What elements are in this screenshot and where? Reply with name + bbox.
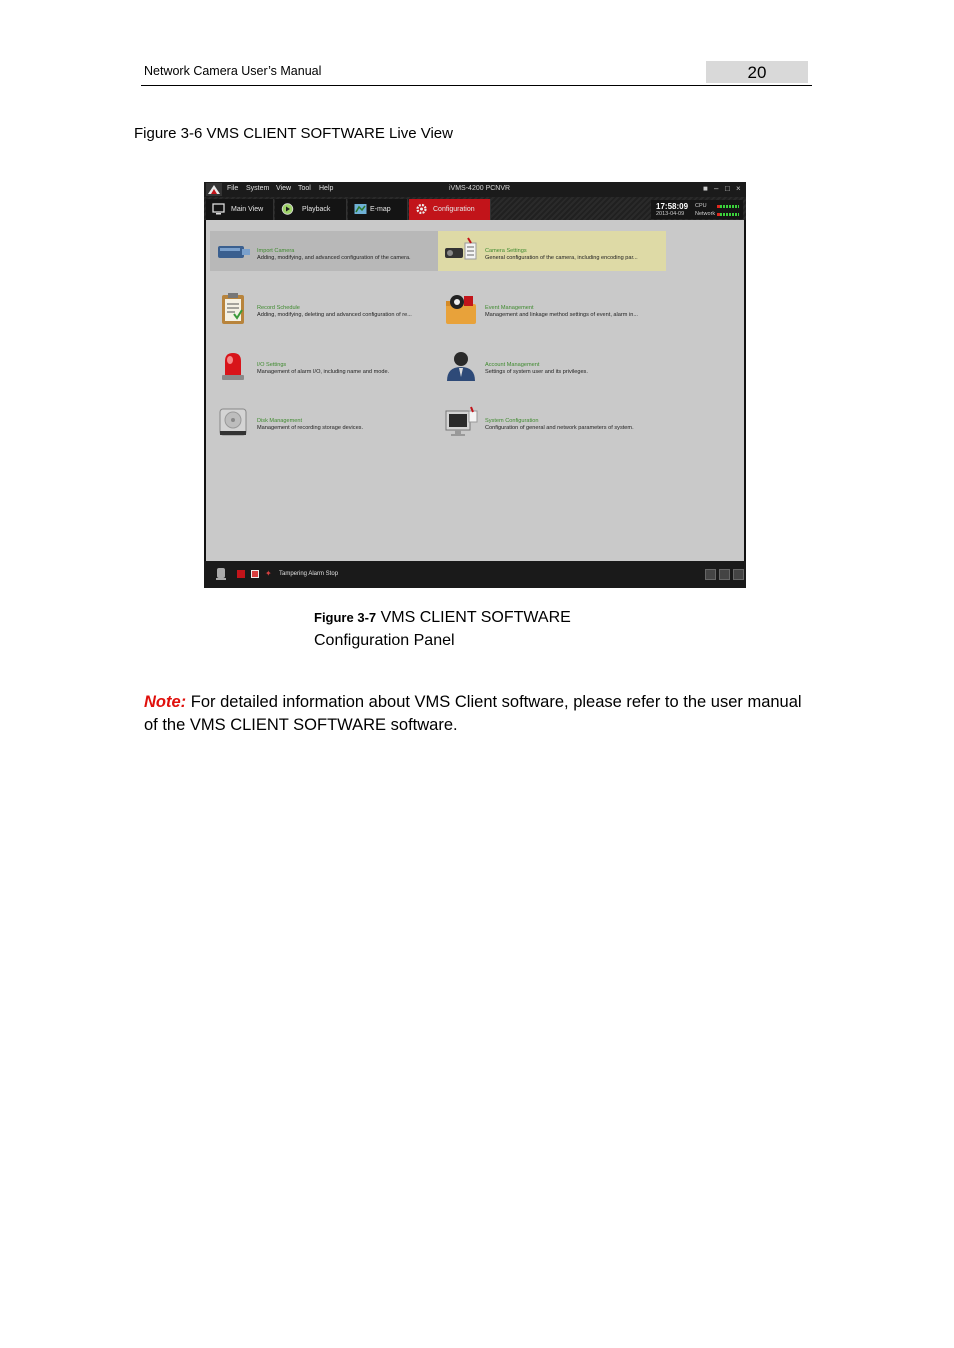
network-meter — [717, 213, 739, 216]
alarm-icon[interactable] — [237, 570, 245, 578]
caption-label: Figure 3-7 — [314, 610, 377, 625]
tab-main-view[interactable]: Main View — [206, 199, 274, 220]
menu-system[interactable]: System — [246, 185, 270, 192]
config-item-system-configuration[interactable] — [438, 401, 666, 441]
collapse-icon[interactable] — [733, 569, 744, 580]
item-title: Event Management — [485, 305, 534, 311]
config-item-account-management[interactable] — [438, 345, 666, 385]
monitor-icon — [212, 203, 225, 215]
cpu-label: CPU — [695, 203, 707, 209]
item-title: Record Schedule — [257, 305, 300, 311]
pin-icon[interactable] — [705, 569, 716, 580]
close-icon[interactable]: × — [736, 184, 741, 193]
window-titlebar — [204, 182, 746, 197]
vms-client-screenshot — [204, 182, 746, 588]
item-description: Management of recording storage devices. — [257, 425, 364, 431]
note-text: For detailed information about VMS Client software, please refer to the user manual of the VMS CLIENT SOFTWARE software. — [144, 693, 802, 734]
menu-file[interactable]: File — [227, 185, 239, 192]
maximize-icon[interactable]: □ — [725, 184, 730, 193]
map-icon — [354, 203, 367, 215]
figure-3-7-caption — [314, 606, 571, 652]
caption-text: VMS CLIENT SOFTWARE — [376, 609, 571, 626]
config-item-camera-settings[interactable] — [438, 231, 666, 271]
clock-panel — [651, 200, 743, 219]
config-item-io-settings[interactable] — [210, 345, 438, 385]
alert-icon: ✦ — [265, 569, 272, 578]
config-item-import-camera[interactable] — [210, 231, 438, 271]
item-title: System Configuration — [485, 418, 539, 424]
config-item-disk-management[interactable] — [210, 401, 438, 441]
status-message: Tampering Alarm Stop — [279, 571, 339, 577]
note-label: Note: — [144, 693, 187, 711]
lock-icon[interactable]: ■ — [703, 184, 708, 193]
page-number: 20 — [706, 61, 808, 83]
user-icon — [444, 349, 478, 383]
computer-icon — [444, 405, 478, 439]
disk-icon — [216, 405, 250, 439]
event-folder-icon — [444, 292, 478, 326]
item-title: I/O Settings — [257, 362, 287, 368]
menu-help[interactable]: Help — [319, 185, 334, 192]
item-description: Adding, modifying, deleting and advanced configuration of re... — [257, 312, 412, 318]
item-description: Management and linkage method settings of event, alarm in... — [485, 312, 638, 318]
item-title: Camera Settings — [485, 248, 527, 254]
status-bar — [204, 561, 746, 588]
clipboard-icon — [216, 292, 250, 326]
cpu-meter — [717, 205, 739, 208]
alarm-light-icon — [216, 349, 250, 383]
item-title: Disk Management — [257, 418, 303, 424]
item-title: Account Management — [485, 362, 540, 368]
playback-icon — [281, 203, 294, 215]
minimize-icon[interactable]: – — [714, 184, 719, 193]
gear-icon — [415, 203, 428, 215]
caption-text-line2: Configuration Panel — [314, 632, 455, 649]
running-header-title: Network Camera User’s Manual — [144, 64, 322, 78]
item-description: Management of alarm I/O, including name and mode. — [257, 369, 390, 375]
fullscreen-icon[interactable] — [719, 569, 730, 580]
tab-playback[interactable]: Playback — [275, 199, 347, 220]
clock-date: 2013-04-09 — [656, 211, 685, 217]
header-rule — [141, 85, 812, 86]
config-item-record-schedule[interactable] — [210, 288, 438, 328]
configuration-panel — [206, 220, 744, 561]
clock-time: 17:58:09 — [656, 202, 689, 211]
menu-tool[interactable]: Tool — [298, 185, 311, 192]
camera-icon — [216, 235, 250, 269]
config-item-event-management[interactable] — [438, 288, 666, 328]
app-logo-icon — [206, 183, 222, 196]
item-description: Settings of system user and its privileges. — [485, 369, 588, 375]
item-title: Import Camera — [257, 248, 295, 254]
camera-settings-icon — [444, 235, 478, 269]
figure-3-6-caption: Figure 3-6 VMS CLIENT SOFTWARE Live View — [134, 125, 453, 142]
speaker-icon[interactable] — [215, 567, 227, 581]
window-title: iVMS-4200 PCNVR — [449, 185, 511, 192]
item-description: General configuration of the camera, including encoding par... — [485, 255, 638, 261]
menu-view[interactable]: View — [276, 185, 292, 192]
tab-configuration[interactable]: Configuration — [409, 199, 491, 220]
event-list-icon[interactable] — [251, 570, 259, 578]
tab-e-map[interactable]: E-map — [348, 199, 408, 220]
network-label: Network — [695, 211, 716, 217]
item-description: Configuration of general and network parameters of system. — [485, 425, 634, 431]
item-description: Adding, modifying, and advanced configuration of the camera. — [257, 255, 411, 261]
note-paragraph — [144, 691, 804, 737]
